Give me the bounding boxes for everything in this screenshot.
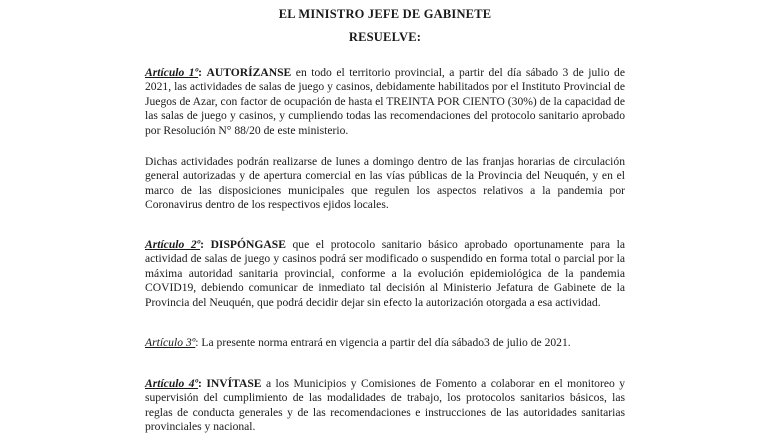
article-3-label: Artículo 3º: [145, 336, 196, 349]
document-subtitle: RESUELVE:: [348, 30, 422, 44]
document-title: EL MINISTRO JEFE DE GABINETE: [278, 7, 492, 21]
article-1-keyword: AUTORÍZANSE: [206, 66, 292, 79]
article-1-text: en todo el territorio provincial, a partir del día sábado 3 de julio de 2021, las actividades de salas de juego y casinos, debidamente habilitados por el Instituto Provincial de Juegos de Azar, con factor de ocupación de hasta el TREINTA POR CIENTO (30%) de la capacidad de las salas de juego y casinos, y cumpliendo todas las recomendaciones del protocolo sanitario aprobado por Resolución N° 88/20 de este ministerio.: [145, 66, 625, 137]
article-1-paragraph: [145, 66, 625, 138]
article-2-paragraph: [145, 238, 625, 310]
article-2-label: Artículo 2º: [145, 238, 201, 251]
article-3-text: La presente norma entrará en vigencia a partir del día sábado3 de julio de 2021.: [198, 336, 571, 349]
article-3-paragraph: [145, 336, 625, 350]
article-4-text: a los Municipios y Comisiones de Fomento a colaborar en el monitoreo y supervisión del cumplimiento de las modalidades de trabajo, los protocolos sanitarios básicos, las reglas de conducta generales y de las recomendaciones e instrucciones de las autoridades sanitarias provinciales y nacional.: [145, 377, 625, 434]
article-4-keyword: INVÍTASE: [206, 377, 262, 390]
article-4-paragraph: [145, 377, 625, 435]
article-1-label: Artículo 1º: [145, 66, 199, 79]
article-2-text: que el protocolo sanitario básico aprobado oportunamente para la actividad de salas de juego y casinos podrá ser modificado o suspendido en forma total o parcial por la máxima autoridad sanitaria provincial, conforme a la evolución epidemiológica de la pandemia COVID19, debiendo comunicar de inmediato tal decisión al Ministerio Jefatura de Gabinete de la Provincia del Neuquén, que podrá decidir dejar sin efecto la autorización otorgada a esa actividad.: [145, 238, 625, 309]
article-1-colon: :: [198, 66, 202, 79]
article-3-colon: :: [195, 336, 199, 349]
article-2-keyword: DISPÓNGASE: [210, 238, 286, 251]
article-4-colon: :: [198, 377, 202, 390]
article-4-label: Artículo 4º: [145, 377, 199, 390]
article-2-colon: :: [200, 238, 204, 251]
article-1-continuation-paragraph: [145, 155, 625, 213]
article-1-continuation-text: Dichas actividades podrán realizarse de lunes a domingo dentro de las franjas horarias de circulación general autorizadas y de apertura comercial en las vías públicas de la Provincia del Neuquén, y en el marco de las disposiciones municipales que regulen los aspectos relativos a la pandemia por Coronavirus dentro de los respectivos ejidos locales.: [145, 155, 625, 212]
